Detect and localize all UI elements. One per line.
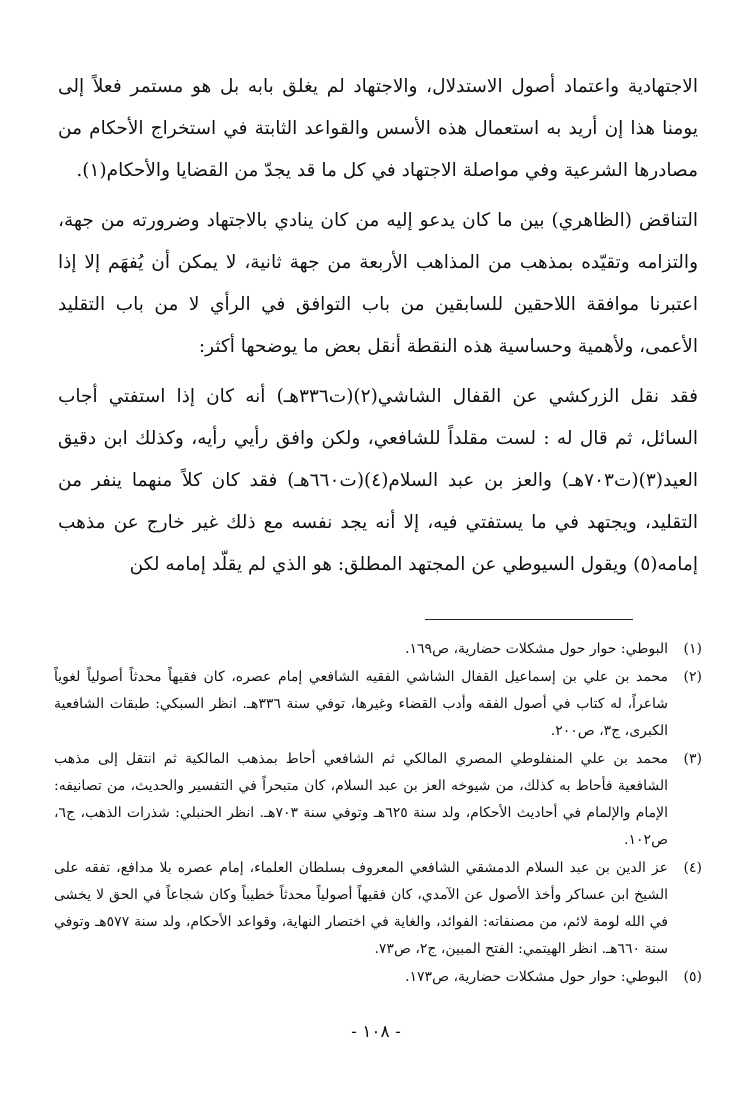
footnote-2 [54,664,702,745]
footnote-number: (١) [683,641,702,657]
footnote-text: محمد بن علي بن إسماعيل القفال الشاشي الفقيه الشافعي إمام عصره، كان فقيهاً محدثاً أصولياً لغوياً شاعراً، له كتاب في أصول الفقه وأدب القضاء وغيرها، توفي سنة ٣٣٦هـ. انظر السبكي: طبقات الشافعية الكبرى، ج٣، ص٢٠٠. [54,669,668,739]
footnote-text: البوطي: حوار حول مشكلات حضارية، ص١٦٩. [405,641,668,657]
footnote-5 [54,964,702,991]
footnote-4 [54,855,702,963]
paragraph-1: الاجتهادية واعتماد أصول الاستدلال، والاجتهاد لم يغلق بابه بل هو مستمر فعلاً إلى يومنا هذا إن أريد به استعمال هذه الأسس والقواعد الثابتة في استخراج الأحكام من مصادرها الشرعية وفي مواصلة الاجتهاد في كل ما قد يجدّ من القضايا والأحكام(١). [58,76,698,181]
footnote-1 [54,636,702,663]
footnote-number: (٢) [683,669,702,685]
footnote-number: (٤) [683,860,702,876]
footnote-text: عز الدين بن عبد السلام الدمشقي الشافعي المعروف بسلطان العلماء، إمام عصره بلا مدافع، تفقه على الشيخ ابن عساكر وأخذ الأصول عن الآمدي، كان فقيهاً أصولياً محدثاً خطيباً وكان شجاعاً في الحق لا يخشى في الله لومة لائم، من مصنفاته: الفوائد، والغاية في اختصار النهاية، وقواعد الأحكام، ولد سنة ٥٧٧هـ وتوفي سنة ٦٦٠هـ. انظر الهيتمي: الفتح المبين، ج٢، ص٧٣. [54,860,668,957]
footnote-3 [54,746,702,854]
footnote-separator [425,619,633,620]
paragraph-2: التناقض (الظاهري) بين ما كان يدعو إليه من كان ينادي بالاجتهاد وضرورته من جهة، والتزامه وتقيّده بمذهب من المذاهب الأربعة من جهة ثانية، لا يمكن أن يُفهَم إلا إذا اعتبرنا موافقة اللاحقين للسابقين من باب التوافق في الرأي لا من باب التقليد الأعمى، ولأهمية وحساسية هذه النقطة أنقل بعض ما يوضحها أكثر: [58,210,698,357]
paragraph-3: فقد نقل الزركشي عن القفال الشاشي(٢)(ت٣٣٦هـ) أنه كان إذا استفتي أجاب السائل، ثم قال له : لست مقلداً للشافعي، ولكن وافق رأيي رأيه، وكذلك ابن دقيق العيد(٣)(ت٧٠٣هـ) والعز بن عبد السلام(٤)(ت٦٦٠هـ) فقد كان كلاً منهما ينفر من التقليد، ويجتهد في ما يستفتي فيه، إلا أنه يجد نفسه مع ذلك غير خارج عن مذهب إمامه(٥) ويقول السيوطي عن المجتهد المطلق: هو الذي لم يقلّد إمامه لكن [58,386,699,575]
main-text [58,66,698,586]
footnote-text: محمد بن علي المنفلوطي المصري المالكي ثم الشافعي أحاط بمذهب المالكية ثم انتقل إلى مذهب الشافعية فأحاط به كذلك، من شيوخه العز بن عبد السلام، كان متبحراً في التفسير والحديث، من تصانيفه: الإمام والإلمام في أحاديث الأحكام، ولد سنة ٦٢٥هـ وتوفي سنة ٧٠٣هـ. انظر الحنبلي: شذرات الذهب، ج٦، ص١٠٢. [54,751,668,848]
footnote-number: (٣) [683,751,702,767]
footnote-number: (٥) [683,969,702,985]
footnote-text: البوطي: حوار حول مشكلات حضارية، ص١٧٣. [405,969,668,985]
footnotes [54,636,702,992]
page-number: - ١٠٨ - [351,1022,401,1042]
